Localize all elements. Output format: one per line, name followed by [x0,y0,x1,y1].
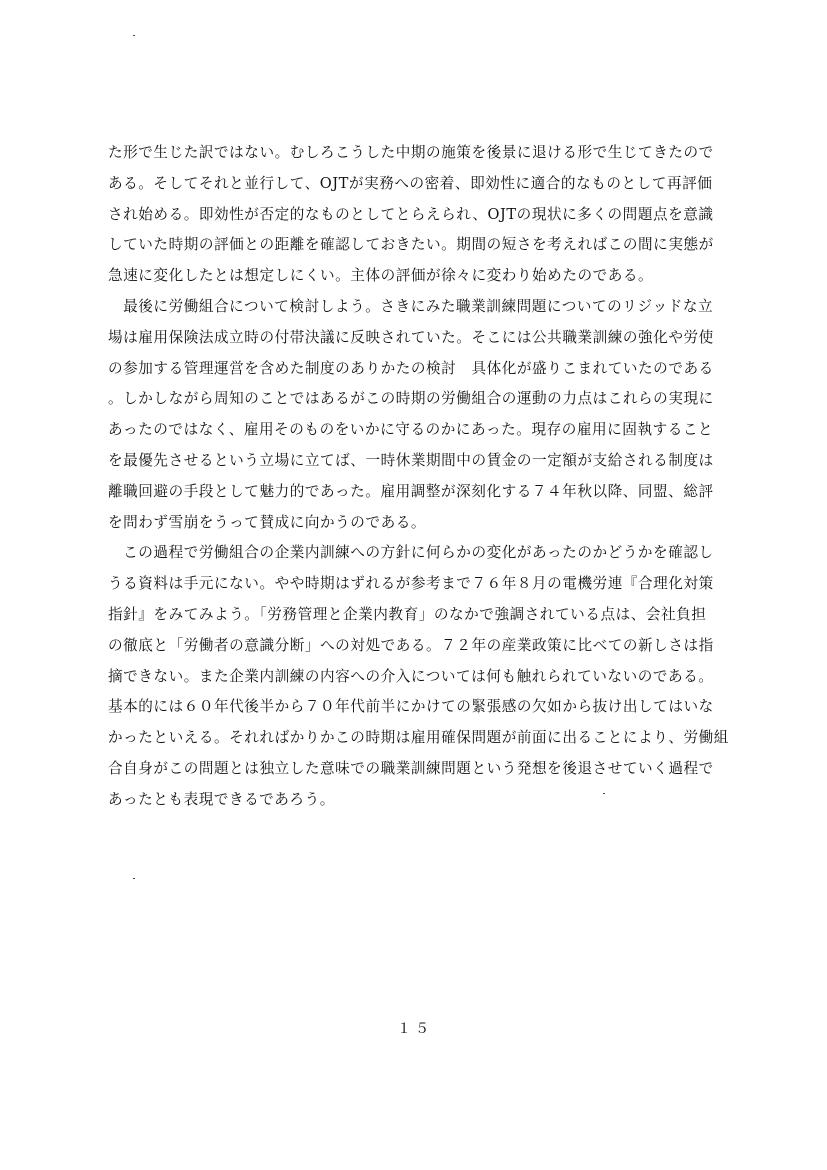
text-line-11: を最優先させるという立場に立てば、一時休業期間中の賃金の一定額が支給される制度は [108,451,714,469]
text-line-5: 急速に変化したとは想定しにくい。主体の評価が徐々に変わり始めたのである。 [108,267,654,285]
scan-speck [133,878,135,879]
text-line-20: かったといえる。それればかりかこの時期は雇用確保問題が前面に出ることにより、労働組 [108,729,729,747]
text-line-15: うる資料は手元にない。やや時期はずれるが参考まで７６年８月の電機労連『合理化対策 [108,575,714,593]
text-line-18: 摘できない。また企業内訓練の内容への介入については何も触れられていないのである。 [108,667,714,685]
text-line-10: あったのではなく、雇用そのものをいかに守るのかにあった。現存の雇用に固執すること [108,421,714,439]
text-line-22: あったとも表現できるであろう。 [108,790,335,808]
text-line-3: され始める。即効性が否定的なものとしてとらえられ、OJTの現状に多くの問題点を意識 [108,205,714,223]
scan-speck [603,793,605,794]
text-line-7: 場は雇用保険法成立時の付帯決議に反映されていた。そこには公共職業訓練の強化や労使 [108,328,714,346]
text-line-13: を問わず雪崩をうって賛成に向かうのである。 [108,513,427,531]
body-text [108,138,748,816]
text-line-8: の参加する管理運営を含めた制度のありかたの検討 具体化が盛りこまれていたのである [108,359,714,377]
page-number: １５ [397,1021,433,1037]
text-line-12: 離職回避の手段として魅力的であった。雇用調整が深刻化する７４年秋以降、同盟、総評 [108,482,714,500]
text-line-16: 指針』をみてみよう。「労務管理と企業内教育」のなかで強調されている点は、会社負担 [108,605,707,623]
text-line-21: 合自身がこの問題とは独立した意味での職業訓練問題という発想を後退させていく過程で [108,759,714,777]
text-line-9: 。しかしながら周知のことではあるがこの時期の労働組合の運動の力点はこれらの実現に [108,390,714,408]
text-line-6: 最後に労働組合について検討しよう。さきにみた職業訓練問題についてのリジッドな立 [108,297,714,315]
scan-speck [133,35,135,36]
text-line-17: の徹底と「労働者の意識分断」への対処である。７２年の産業政策に比べての新しさは指 [108,636,714,654]
text-line-19: 基本的には６０年代後半から７０年代前半にかけての緊張感の欠如から抜け出してはいな [108,698,714,716]
text-line-4: していた時期の評価との距離を確認しておきたい。期間の短さを考えればこの間に実態が [108,236,714,254]
text-line-1: た形で生じた訳ではない。むしろこうした中期の施策を後景に退ける形で生じてきたので [108,144,714,161]
text-line-2: ある。そしてそれと並行して、OJTが実務への密着、即効性に適合的なものとして再評価 [108,174,713,192]
text-line-14: この過程で労働組合の企業内訓練への方針に何らかの変化があったのかどうかを確認し [108,544,714,562]
